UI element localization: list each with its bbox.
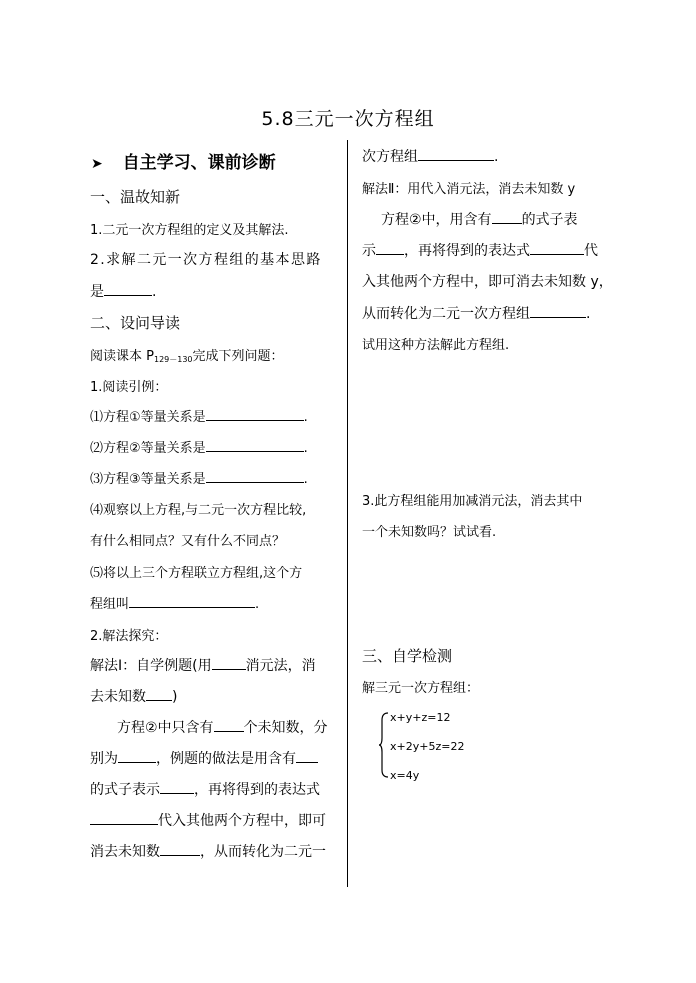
subsection-guide: 二、设问导读 xyxy=(90,314,181,332)
method-1-text-tail: ，再将得到的表达式 xyxy=(194,782,320,798)
answer-blank[interactable] xyxy=(296,750,318,763)
reading-text-tail: 完成下列问题： xyxy=(192,349,284,364)
answer-blank[interactable] xyxy=(160,843,200,856)
part-1 xyxy=(90,406,308,425)
answer-blank[interactable] xyxy=(418,148,494,161)
method-2-instruction: 试用这种方法解此方程组. xyxy=(362,338,510,353)
period: . xyxy=(255,597,260,612)
method-1-continued xyxy=(362,146,498,166)
method-1-text-tail: 消元法，消 xyxy=(245,658,316,674)
answer-blank[interactable] xyxy=(530,305,586,318)
item-3-line2: 一个未知数吗？试试看. xyxy=(362,525,497,540)
equation-1: x+y+z=12 xyxy=(390,711,451,724)
item-2: 2.解法探究： xyxy=(90,629,168,644)
method-2-line1 xyxy=(381,209,578,229)
method-2-line2 xyxy=(362,240,598,260)
answer-blank[interactable] xyxy=(206,439,304,452)
left-brace-icon xyxy=(378,712,390,778)
answer-blank[interactable] xyxy=(90,812,158,825)
period: . xyxy=(303,441,308,456)
part-5-line2 xyxy=(90,593,259,612)
method-1-text: 解法Ⅰ：自学例题(用 xyxy=(90,658,212,674)
method-1-cont-text: 次方程组 xyxy=(362,149,418,165)
method-1-text-tail: ，从而转化为二元一 xyxy=(200,844,326,860)
answer-blank[interactable] xyxy=(146,688,172,701)
method-1-line3 xyxy=(117,717,328,737)
page-title: 5.8三元一次方程组 xyxy=(261,108,435,130)
answer-blank[interactable] xyxy=(212,657,246,670)
method-2-heading: 解法Ⅱ：用代入消元法，消去未知数 y xyxy=(362,182,576,197)
subsection-self-test: 三、自学检测 xyxy=(362,647,453,665)
equation-2: x+2y+5z=22 xyxy=(390,740,465,753)
page-range: 129－130 xyxy=(153,355,193,364)
method-1-line4 xyxy=(90,748,318,768)
method-1-text: 消去未知数 xyxy=(90,844,160,860)
method-2-text-tail: 代 xyxy=(584,243,598,259)
part-2 xyxy=(90,437,308,456)
method-1-text: 方程②中只含有 xyxy=(117,720,214,736)
part-2-text: ⑵方程②等量关系是 xyxy=(90,441,206,456)
method-2-line3: 入其他两个方程中，即可消去未知数 y， xyxy=(362,274,613,290)
column-divider xyxy=(347,140,348,887)
question-2-period: . xyxy=(152,284,157,300)
method-1-line6 xyxy=(90,810,326,830)
question-2-line2 xyxy=(90,281,156,301)
method-2-text-tail: 的式子表 xyxy=(521,212,578,228)
method-1-text-tail: 个未知数，分 xyxy=(243,720,328,736)
item-3-line1: 3.此方程组能用加减消元法，消去其中 xyxy=(362,494,583,509)
period: . xyxy=(494,149,499,165)
method-1-line2 xyxy=(90,686,177,706)
answer-blank[interactable] xyxy=(206,408,304,421)
question-2-line1: 2.求解二元一次方程组的基本思路 xyxy=(90,252,322,268)
answer-blank[interactable] xyxy=(214,719,244,732)
equation-3: x=4y xyxy=(390,769,420,782)
method-1-text: 的式子表示 xyxy=(90,782,160,798)
answer-blank[interactable] xyxy=(530,242,584,255)
reading-text: 阅读课本 P xyxy=(90,349,154,364)
part-3-text: ⑶方程③等量关系是 xyxy=(90,472,206,487)
period: . xyxy=(303,472,308,487)
period: . xyxy=(586,306,591,322)
method-1-text: 别为 xyxy=(90,751,118,767)
paren-close: ) xyxy=(172,689,178,705)
section-title: 自主学习、课前诊断 xyxy=(122,153,276,173)
method-1-text: 代入其他两个方程中，即可 xyxy=(158,813,326,829)
section-heading xyxy=(91,148,276,173)
answer-blank[interactable] xyxy=(129,595,255,608)
method-1-text: 去未知数 xyxy=(90,689,146,705)
arrow-marker-icon: ➤ xyxy=(91,156,103,172)
part-3 xyxy=(90,468,308,487)
method-1-text-mid: ，例题的做法是用含有 xyxy=(156,751,296,767)
reading-instruction xyxy=(90,345,284,365)
subsection-review: 一、温故知新 xyxy=(90,188,181,206)
answer-blank[interactable] xyxy=(376,242,404,255)
period: . xyxy=(303,410,308,425)
part-5-line1: ⑸将以上三个方程联立方程组,这个方 xyxy=(90,566,303,581)
part-1-text: ⑴方程①等量关系是 xyxy=(90,410,206,425)
answer-blank[interactable] xyxy=(206,470,304,483)
method-2-text: 示 xyxy=(362,243,376,259)
question-2-text: 是 xyxy=(90,284,104,300)
answer-blank[interactable] xyxy=(492,211,522,224)
question-1: 1.二元一次方程组的定义及其解法. xyxy=(90,223,289,238)
method-1-line1 xyxy=(90,655,316,675)
method-2-text: 从而转化为二元一次方程组 xyxy=(362,306,530,322)
item-1: 1.阅读引例： xyxy=(90,380,168,395)
part-4-line2: 有什么相同点？又有什么不同点？ xyxy=(90,534,286,549)
method-2-text: 方程②中，用含有 xyxy=(381,212,492,228)
method-2-text-mid: ，再将得到的表达式 xyxy=(404,243,530,259)
part-4-line1: ⑷观察以上方程,与二元一次方程比较, xyxy=(90,503,307,518)
answer-blank[interactable] xyxy=(104,283,152,296)
method-1-line5 xyxy=(90,779,320,799)
self-test-prompt: 解三元一次方程组： xyxy=(362,681,480,696)
method-1-line7 xyxy=(90,841,326,861)
method-2-line4 xyxy=(362,303,590,323)
answer-blank[interactable] xyxy=(118,750,156,763)
answer-blank[interactable] xyxy=(160,781,194,794)
part-5-text: 程组叫 xyxy=(90,597,130,612)
